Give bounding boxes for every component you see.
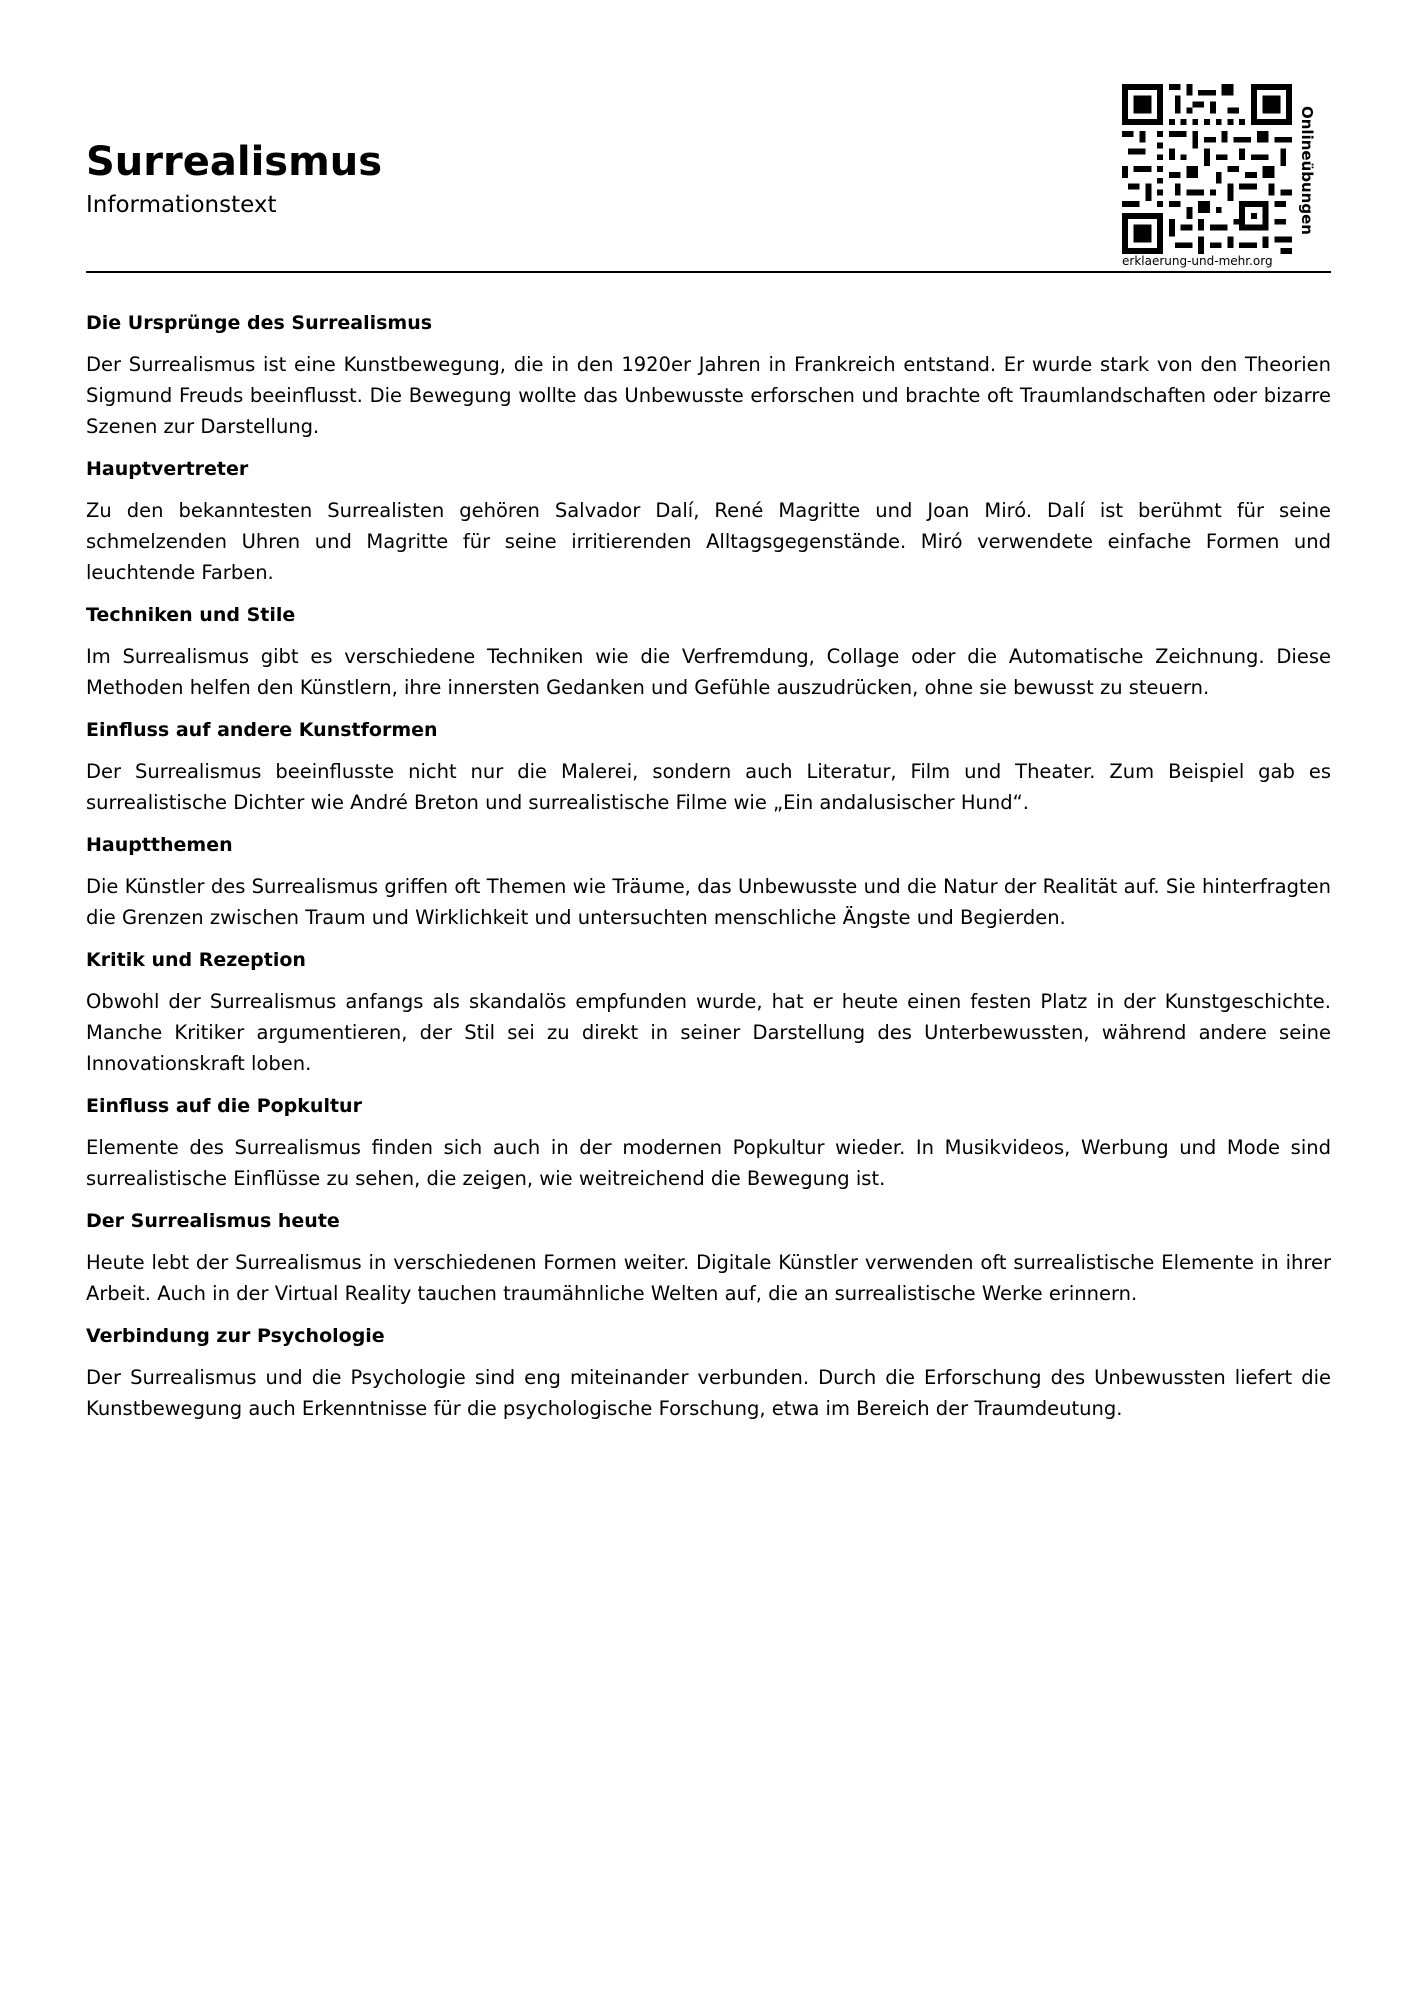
qr-link-block[interactable] — [1122, 84, 1322, 270]
section-influence-art-forms — [86, 717, 1331, 818]
section-main-themes — [86, 832, 1331, 933]
section-paragraph: Die Künstler des Surrealismus griffen oft Themen wie Träume, das Unbewusste und die Natur der Realität auf. Sie hinterfragten die Grenzen zwischen Traum und Wirklichkeit und untersuchten menschliche Ängste und Begierden. — [86, 875, 1331, 929]
section-heading: Hauptthemen — [86, 834, 233, 856]
section-paragraph: Der Surrealismus ist eine Kunstbewegung, die in den 1920er Jahren in Frankreich entstand. Er wurde stark von den Theorien Sigmund Freuds beeinflusst. Die Bewegung wollte das Unbewusste erforschen und brachte oft Traumlandschaften oder bizarre Szenen zur Darstellung. — [86, 353, 1331, 438]
section-heading: Der Surrealismus heute — [86, 1210, 340, 1232]
section-criticism — [86, 947, 1331, 1079]
section-heading: Techniken und Stile — [86, 604, 296, 626]
page-header — [86, 0, 1331, 273]
online-exercises-label: Onlineübungen — [1298, 106, 1316, 235]
section-heading: Hauptvertreter — [86, 458, 249, 480]
section-paragraph: Heute lebt der Surrealismus in verschiedenen Formen weiter. Digitale Künstler verwenden oft surrealistische Elemente in ihrer Arbeit. Auch in der Virtual Reality tauchen traumähnliche Welten auf, die an surrealistische Werke erinnern. — [86, 1251, 1331, 1305]
website-url-label[interactable]: erklaerung-und-mehr.org — [1122, 254, 1273, 268]
section-paragraph: Der Surrealismus und die Psychologie sind eng miteinander verbunden. Durch die Erforschung des Unbewussten liefert die Kunstbewegung auch Erkenntnisse für die psychologische Forschung, etwa im Bereich der Traumdeutung. — [86, 1366, 1331, 1420]
section-paragraph: Der Surrealismus beeinflusste nicht nur die Malerei, sondern auch Literatur, Film und Theater. Zum Beispiel gab es surrealistische Dichter wie André Breton und surrealistische Filme wie „Ein andalusischer Hund“. — [86, 760, 1331, 814]
section-paragraph: Elemente des Surrealismus finden sich auch in der modernen Popkultur wieder. In Musikvideos, Werbung und Mode sind surrealistische Einflüsse zu sehen, die zeigen, wie weitreichend die Bewegung ist. — [86, 1136, 1331, 1190]
section-heading: Die Ursprünge des Surrealismus — [86, 312, 433, 334]
section-main-representatives — [86, 456, 1331, 588]
qr-code-icon[interactable] — [1122, 84, 1292, 254]
section-pop-culture — [86, 1093, 1331, 1194]
info-text-body — [86, 310, 1331, 1438]
section-paragraph: Obwohl der Surrealismus anfangs als skandalös empfunden wurde, hat er heute einen festen Platz in der Kunstgeschichte. Manche Kritiker argumentieren, der Stil sei zu direkt in seiner Darstellung des Unterbewussten, während andere seine Innovationskraft loben. — [86, 990, 1331, 1075]
section-techniques — [86, 602, 1331, 703]
page-subtitle: Informationstext — [86, 192, 277, 218]
section-heading: Kritik und Rezeption — [86, 949, 306, 971]
header-divider — [86, 271, 1331, 273]
page-title: Surrealismus — [86, 139, 383, 185]
section-paragraph: Im Surrealismus gibt es verschiedene Techniken wie die Verfremdung, Collage oder die Automatische Zeichnung. Diese Methoden helfen den Künstlern, ihre innersten Gedanken und Gefühle auszudrücken, ohne sie bewusst zu steuern. — [86, 645, 1331, 699]
section-psychology — [86, 1323, 1331, 1424]
section-paragraph: Zu den bekanntesten Surrealisten gehören Salvador Dalí, René Magritte und Joan Miró. Dalí ist berühmt für seine schmelzenden Uhren und Magritte für seine irritierenden Alltagsgegenstände. Miró verwendete einfache Formen und leuchtende Farben. — [86, 499, 1331, 584]
section-today — [86, 1208, 1331, 1309]
section-heading: Einfluss auf die Popkultur — [86, 1095, 362, 1117]
section-heading: Verbindung zur Psychologie — [86, 1325, 385, 1347]
section-heading: Einfluss auf andere Kunstformen — [86, 719, 438, 741]
section-origins — [86, 310, 1331, 442]
